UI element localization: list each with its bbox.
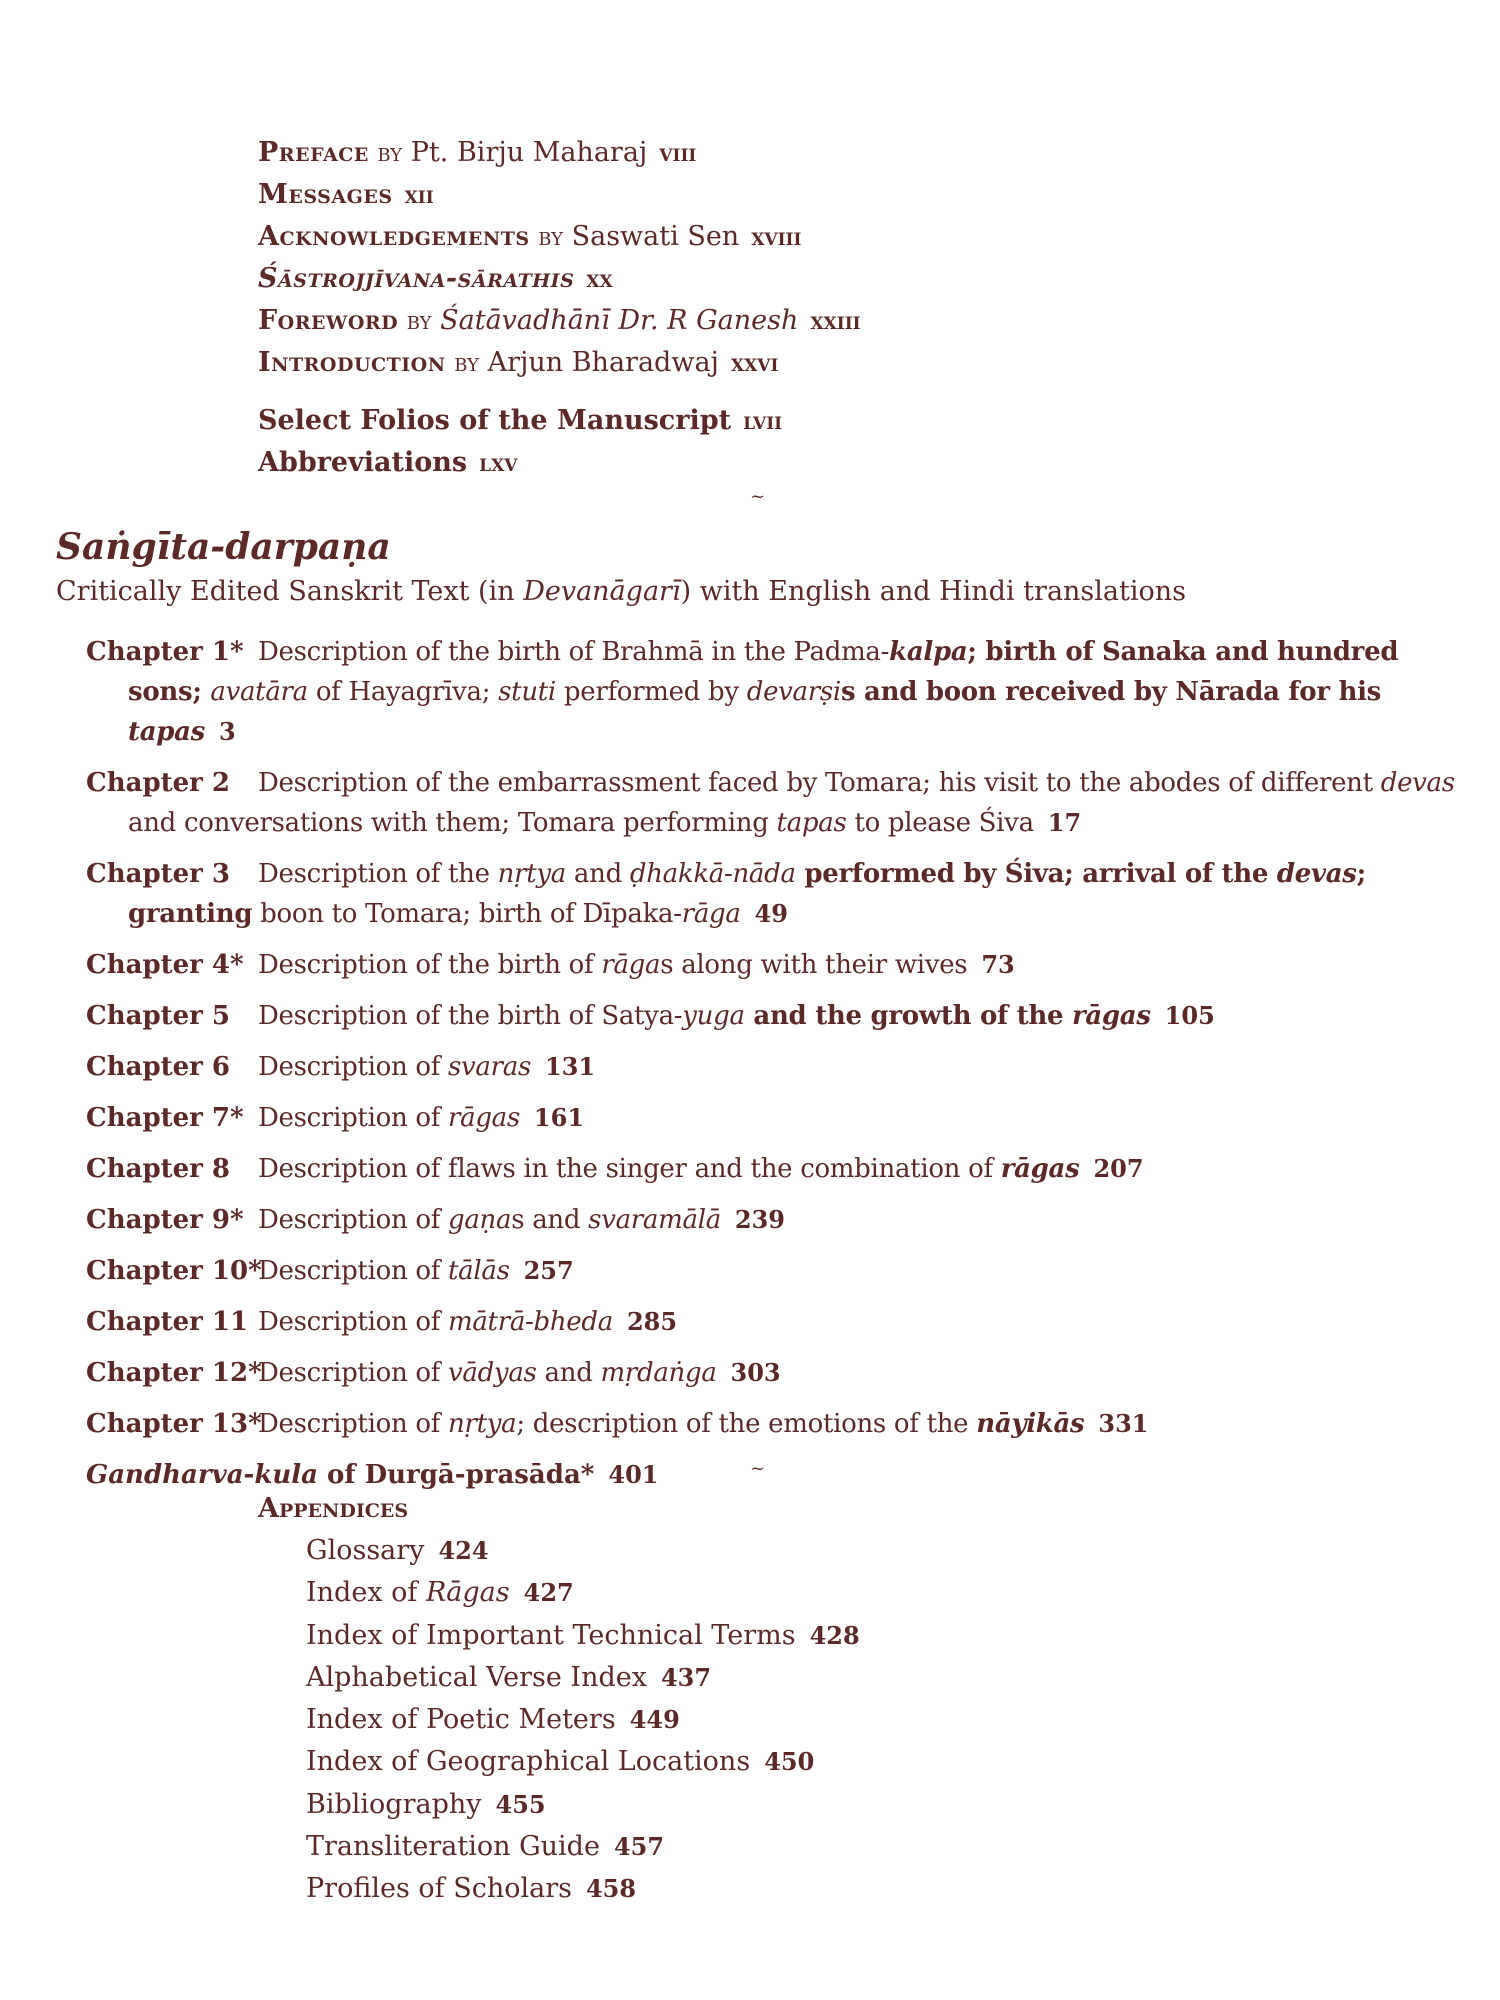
toc-entry-sastrojjivana-sarathis[interactable] (258, 258, 861, 300)
chapter-entry[interactable] (86, 632, 1466, 752)
chapter-label: Chapter 11 (86, 1307, 249, 1337)
toc-entry-messages[interactable] (258, 174, 861, 216)
chapter-page: 239 (734, 1205, 786, 1234)
entry-page: xxvi (730, 348, 779, 377)
chapter-description: Description of mātrā-bheda (258, 1307, 613, 1337)
appendix-page: 457 (613, 1832, 665, 1862)
chapter-description: Description of the birth of Satya-yuga and the growth of the rāgas (258, 1001, 1151, 1031)
entry-label: Introduction (258, 347, 446, 378)
front-matter (258, 132, 861, 484)
toc-entry-preface[interactable] (258, 132, 861, 174)
chapter-entry[interactable] (86, 763, 1466, 843)
entry-author: Arjun Bharadwaj (487, 347, 719, 378)
chapter-entry[interactable] (86, 1200, 1466, 1240)
entry-page: xxiii (810, 306, 861, 335)
appendix-page: 437 (660, 1662, 712, 1692)
appendix-entry[interactable] (258, 1530, 860, 1572)
toc-entry-foreword[interactable] (258, 300, 861, 342)
entry-label: Śāstrojjīvana-sārathis (258, 263, 575, 294)
entry-page: lxv (479, 448, 518, 477)
chapter-page: 331 (1098, 1409, 1149, 1438)
toc-entry-introduction[interactable] (258, 342, 861, 384)
appendices-heading: Appendices (258, 1493, 409, 1524)
entry-page: xviii (751, 222, 802, 251)
appendix-label: Index of (306, 1577, 426, 1609)
appendix-entry[interactable] (258, 1615, 860, 1657)
appendix-label: Transliteration Guide (306, 1831, 600, 1863)
appendix-label: Index of Geographical Locations (306, 1746, 751, 1778)
chapter-entry[interactable] (86, 945, 1466, 985)
subtitle-post: ) with English and Hindi translations (680, 576, 1186, 607)
by-word: by (406, 306, 432, 335)
chapter-list (86, 632, 1466, 1506)
entry-label: Abbreviations (258, 447, 468, 478)
appendices-list (258, 1530, 860, 1911)
chapter-label: Chapter 1* (86, 637, 244, 667)
appendix-page: 455 (495, 1789, 546, 1819)
chapter-description: Description of the birth of Brahmā in the Padma-kalpa; birth of Sanaka and hundred sons; avatāra of Hayagrīva; stuti performed by devarṣis and boon received by Nārada for his tapas (128, 637, 1399, 747)
appendix-entry[interactable] (258, 1572, 860, 1614)
chapter-description: Description of gaṇas and svaramālā (258, 1205, 721, 1235)
entry-label: Acknowledgements (258, 221, 530, 252)
toc-entry-select-folios[interactable] (258, 400, 861, 442)
chapter-description: Description of the embarrassment faced by Tomara; his visit to the abodes of different devas and conversations with them; Tomara performing tapas to please Śiva (128, 768, 1455, 838)
entry-page: viii (659, 138, 697, 167)
appendix-label: Index of Important Technical Terms (306, 1619, 796, 1651)
appendix-label-italic: Rāgas (425, 1577, 510, 1609)
chapter-page: 17 (1047, 808, 1082, 837)
chapter-label: Chapter 10* (86, 1256, 262, 1286)
by-word: by (538, 222, 563, 251)
subtitle (56, 576, 1186, 607)
entry-title-italic: Gandharva-kula (86, 1460, 318, 1490)
appendix-page: 458 (585, 1874, 637, 1904)
chapter-description: Description of nṛtya; description of the emotions of the nāyikās (258, 1409, 1085, 1439)
subtitle-italic: Devanāgarī (523, 576, 681, 607)
chapter-label: Chapter 3 (86, 859, 231, 889)
chapter-entry[interactable] (86, 1098, 1466, 1138)
by-word: by (454, 348, 479, 377)
chapter-label: Chapter 6 (86, 1052, 231, 1082)
chapter-label: Chapter 5 (86, 1001, 231, 1031)
entry-title-rest: of Durgā-prasāda* (317, 1460, 595, 1490)
chapter-description: Description of the nṛtya and ḍhakkā-nāda performed by Śiva; arrival of the devas; granting boon to Tomara; birth of Dīpaka-rāga (128, 859, 1366, 929)
appendix-entry[interactable] (258, 1784, 860, 1826)
chapter-label: Chapter 4* (86, 950, 244, 980)
chapter-entry[interactable] (86, 854, 1466, 934)
appendix-label: Alphabetical Verse Index (306, 1661, 647, 1693)
chapter-page: 131 (545, 1052, 596, 1081)
appendix-entry[interactable] (258, 1699, 860, 1741)
appendix-page: 428 (809, 1620, 860, 1650)
chapter-entry[interactable] (86, 1149, 1466, 1189)
chapter-entry[interactable] (86, 1302, 1466, 1342)
chapter-page: 73 (981, 950, 1015, 979)
appendix-label: Profiles of Scholars (306, 1873, 572, 1905)
appendices (258, 1488, 860, 1911)
entry-author: Saswati Sen (571, 221, 740, 252)
entry-label: Preface (258, 137, 369, 168)
chapter-page: 105 (1164, 1001, 1215, 1030)
chapter-label: Chapter 12* (86, 1358, 262, 1388)
chapter-entry[interactable] (86, 1353, 1466, 1393)
chapter-entry[interactable] (86, 996, 1466, 1036)
chapter-page: 285 (626, 1307, 678, 1336)
chapter-label: Chapter 7* (86, 1103, 244, 1133)
entry-author: Pt. Birju Maharaj (410, 137, 648, 168)
chapter-entry[interactable] (86, 1047, 1466, 1087)
chapter-page: 161 (533, 1103, 585, 1132)
appendix-label: Bibliography (306, 1788, 482, 1820)
chapter-label: Chapter 13* (86, 1409, 262, 1439)
entry-label: Messages (258, 179, 393, 210)
appendix-page: 427 (523, 1578, 574, 1608)
entry-author: Śatāvadhānī Dr. R Ganesh (440, 305, 799, 336)
appendix-page: 450 (764, 1747, 815, 1777)
appendix-entry[interactable] (258, 1826, 860, 1868)
chapter-page: 3 (219, 717, 236, 746)
chapter-label: Chapter 9* (86, 1205, 244, 1235)
toc-entry-acknowledgements[interactable] (258, 216, 861, 258)
subtitle-pre: Critically Edited Sanskrit Text (in (56, 576, 524, 607)
entry-label: Select Folios of the Manuscript (258, 405, 732, 436)
chapter-description: Description of vādyas and mṛdaṅga (258, 1358, 717, 1388)
entry-page: xii (404, 180, 434, 209)
chapter-description: Description of flaws in the singer and the combination of rāgas (258, 1154, 1080, 1184)
entry-page: 401 (608, 1460, 659, 1489)
chapter-label: Chapter 2 (86, 768, 231, 798)
appendix-page: 449 (629, 1705, 680, 1735)
appendix-entry[interactable] (258, 1657, 860, 1699)
chapter-description: Description of the birth of rāgas along with their wives (258, 950, 968, 980)
entry-label: Foreword (258, 305, 399, 336)
chapter-description: Description of tālās (258, 1256, 510, 1286)
appendix-entry[interactable] (258, 1741, 860, 1783)
appendix-entry[interactable] (258, 1868, 860, 1910)
chapter-page: 303 (730, 1358, 781, 1387)
chapter-page: 207 (1093, 1154, 1144, 1183)
chapter-page: 257 (523, 1256, 574, 1285)
appendix-page: 424 (438, 1536, 489, 1565)
entry-page: lvii (743, 406, 783, 435)
chapter-description: Description of rāgas (258, 1103, 520, 1133)
chapter-entry[interactable] (86, 1404, 1466, 1444)
entry-page: xx (586, 264, 613, 293)
appendix-label: Index of Poetic Meters (306, 1704, 616, 1736)
chapter-label: Chapter 8 (86, 1154, 231, 1184)
main-title: Saṅgīta-darpaṇa (56, 526, 391, 568)
separator-tilde: ~ (750, 486, 766, 507)
appendix-label: Glossary (306, 1535, 425, 1566)
chapter-page: 49 (754, 899, 788, 928)
chapter-description: Description of svaras (258, 1052, 532, 1082)
separator-tilde: ~ (750, 1458, 766, 1479)
by-word: by (377, 138, 403, 167)
chapter-entry[interactable] (86, 1251, 1466, 1291)
toc-entry-abbreviations[interactable] (258, 442, 861, 484)
